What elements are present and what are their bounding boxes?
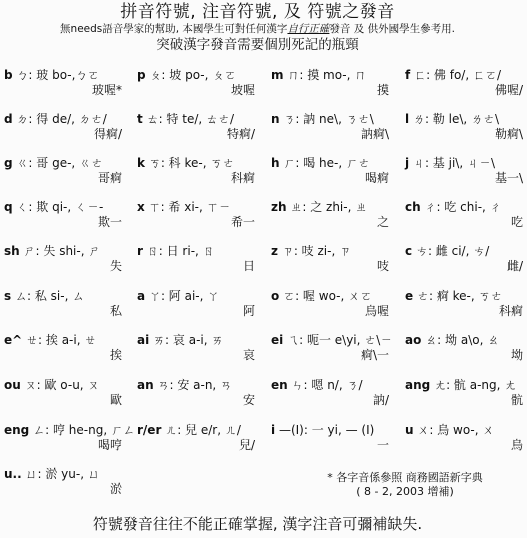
symbol-reading: ㄘ: 雌 ci/, ㄘ/ — [415, 244, 490, 258]
pinyin-code: d — [4, 112, 13, 126]
symbol-reading: ㄙ: 私 si-, ㄙ — [14, 289, 85, 303]
pinyin-code: c — [405, 244, 413, 258]
symbol-reading: ㄩ: 淤 yu-, ㄩ — [25, 467, 100, 481]
symbol-reading: ㄒ: 希 xi-, ㄒㄧ — [148, 200, 231, 214]
example-reading: 一 — [376, 438, 389, 452]
pinyin-code: i — [271, 423, 276, 437]
example-reading: 吱 — [376, 259, 389, 273]
example-reading: 安 — [242, 393, 255, 407]
symbol-reading: —(I): 一 yi, — (I) — [278, 423, 375, 437]
symbol-line — [271, 333, 393, 348]
symbol-line — [405, 423, 527, 438]
symbol-cell — [271, 378, 393, 408]
symbol-cell — [271, 112, 393, 142]
symbol-line — [405, 378, 527, 393]
example-reading: 淤 — [109, 482, 122, 496]
pinyin-code: q — [4, 200, 13, 214]
symbol-line — [271, 112, 393, 127]
example-reading: 烏 — [510, 438, 523, 452]
symbol-cell — [4, 112, 126, 142]
example-reading: 得痾/ — [93, 127, 122, 141]
symbol-cell — [4, 378, 126, 408]
symbol-cell — [271, 289, 393, 319]
symbol-cell — [271, 200, 393, 230]
pinyin-code: x — [137, 200, 145, 214]
symbol-line — [271, 423, 393, 438]
example-reading: 雌/ — [506, 259, 523, 273]
example-reading: 日 — [242, 259, 255, 273]
symbol-reading: ㄓ: 之 zhi-, ㄓ — [290, 200, 368, 214]
example-reading: 烏喔 — [364, 304, 389, 318]
example-reading: 特痾/ — [226, 127, 255, 141]
symbol-cell — [271, 333, 393, 363]
example-reading: 骯 — [510, 393, 523, 407]
pinyin-code: b — [4, 68, 13, 82]
example-reading: 哀 — [242, 348, 255, 362]
symbol-reading: ㄎ: 科 ke-, ㄎㄜ — [148, 156, 235, 170]
symbol-cell — [4, 423, 135, 453]
symbol-cell — [137, 200, 259, 230]
symbol-reading: ㄍ: 哥 ge-, ㄍㄜ — [16, 156, 104, 170]
example-reading: 勒痾\ — [494, 127, 523, 141]
symbol-reading: ㄜ: 痾 ke-, ㄎㄜ — [416, 289, 503, 303]
symbol-line — [4, 378, 126, 393]
symbol-reading: ㄌ: 勒 le\, ㄌㄜ\ — [412, 112, 500, 126]
pinyin-code: ch — [405, 200, 421, 214]
pinyin-code: g — [4, 156, 13, 170]
pinyin-code: a — [137, 289, 146, 303]
symbol-line — [4, 333, 126, 348]
pinyin-code: e^ — [4, 333, 23, 347]
symbol-cell — [137, 333, 259, 363]
example-reading: 坳 — [510, 348, 523, 362]
pinyin-code: z — [271, 244, 278, 258]
symbol-line — [405, 289, 527, 304]
pinyin-code: en — [271, 378, 288, 392]
symbol-cell — [137, 378, 259, 408]
symbol-line — [137, 68, 259, 83]
pinyin-code: eng — [4, 423, 30, 437]
pinyin-code: e — [405, 289, 414, 303]
symbol-cell — [4, 68, 126, 98]
symbol-reading: ㄅ: 玻 bo-,ㄅㄛ — [16, 68, 100, 82]
footer-text: 符號發音往往不能正確掌握, 漢字注音可彌補缺失. — [92, 515, 423, 533]
symbol-cell — [271, 244, 393, 274]
symbol-cell — [405, 200, 527, 230]
symbol-reading: ㄋ: 訥 ne\, ㄋㄜ\ — [283, 112, 374, 126]
symbol-reading: ㄦ: 兒 e/r, ㄦ/ — [165, 423, 241, 437]
symbol-reading: ㄟ: 呃一 e\yi, ㄜ\ㄧ — [287, 333, 393, 347]
pinyin-code: h — [271, 156, 280, 170]
symbol-reading: ㄏ: 喝 he-, ㄏㄜ — [283, 156, 370, 170]
symbol-reading: ㄠ: 坳 a\o, ㄠ — [425, 333, 500, 347]
symbol-reading: ㄞ: 哀 a-i, ㄞ — [153, 333, 224, 347]
example-reading: 摸 — [376, 83, 389, 97]
example-reading: 科痾 — [230, 171, 255, 185]
pinyin-code: n — [271, 112, 280, 126]
symbol-line — [137, 378, 259, 393]
symbol-line — [405, 333, 527, 348]
symbol-line — [4, 244, 126, 259]
example-reading: 吃 — [510, 215, 523, 229]
symbol-reading: ㄉ: 得 de/, ㄉㄜ/ — [16, 112, 107, 126]
symbol-line — [271, 378, 393, 393]
symbol-cell — [137, 156, 259, 186]
symbol-line — [137, 112, 259, 127]
pinyin-code: ang — [405, 378, 431, 392]
symbol-cell — [405, 289, 527, 319]
pinyin-code: s — [4, 289, 12, 303]
reference-note-line2: ( 8 - 2, 2003 增補) — [356, 485, 454, 498]
symbol-reading: ㄚ: 阿 ai-, ㄚ — [148, 289, 220, 303]
symbol-line — [137, 333, 259, 348]
symbol-cell — [4, 244, 126, 274]
symbol-line — [271, 289, 393, 304]
page-title: 拼音符號, 注音符號, 及 符號之發音 — [120, 2, 395, 22]
pinyin-code: j — [405, 156, 410, 170]
symbol-reading: ㄆ: 坡 po-, ㄆㄛ — [149, 68, 237, 82]
symbol-reading: ㄔ: 吃 chi-, ㄔ — [424, 200, 502, 214]
symbol-cell — [4, 333, 126, 363]
symbol-cell — [405, 156, 527, 186]
symbol-line — [271, 68, 393, 83]
example-reading: 基一\ — [494, 171, 523, 185]
symbol-line — [405, 156, 527, 171]
example-reading: 兒/ — [238, 438, 255, 452]
symbol-cell — [4, 156, 126, 186]
symbol-cell — [137, 112, 259, 142]
symbol-cell — [405, 423, 527, 453]
symbol-reading: ㄊ: 特 te/, ㄊㄜ/ — [146, 112, 235, 126]
example-reading: 失 — [109, 259, 122, 273]
subtitle-secondary: 突破漢字發音需要個別死記的瓶頸 — [156, 37, 359, 53]
symbol-line — [137, 156, 259, 171]
pinyin-code: ai — [137, 333, 150, 347]
reference-note-line1: * 各字音係參照 商務國語新字典 — [327, 471, 483, 484]
symbol-reading: ㄢ: 安 a-n, ㄢ — [157, 378, 233, 392]
example-reading: 欺一 — [97, 215, 122, 229]
example-reading: 歐 — [109, 393, 122, 407]
symbol-line — [405, 200, 527, 215]
symbol-reading: ㄤ: 骯 a-ng, ㄤ — [434, 378, 517, 392]
pinyin-code: ou — [4, 378, 21, 392]
pinyin-code: p — [137, 68, 146, 82]
example-reading: 訥痾\ — [360, 127, 389, 141]
symbol-reading: ㄨ: 烏 wo-, ㄨ — [417, 423, 495, 437]
example-reading: 坡喔 — [230, 83, 255, 97]
subtitle-before: 無needs語音學家的幫助, 本國學生可對任何漢字 — [60, 23, 288, 35]
symbol-reading: ㄐ: 基 ji\, ㄐㄧ\ — [412, 156, 496, 170]
example-reading: 科痾 — [498, 304, 523, 318]
symbol-cell — [405, 68, 527, 98]
symbol-line — [4, 289, 126, 304]
symbol-reading: ㄗ: 吱 zi-, ㄗ — [281, 244, 352, 258]
subtitle-emphasis: 自行正確 — [287, 23, 330, 35]
symbol-reading: ㄇ: 摸 mo-, ㄇ — [287, 68, 367, 82]
symbol-cell — [271, 423, 393, 453]
pinyin-code: k — [137, 156, 145, 170]
symbol-line — [271, 200, 393, 215]
symbol-line — [4, 112, 126, 127]
symbol-cell — [137, 423, 259, 453]
symbol-line — [4, 68, 126, 83]
symbol-cell — [405, 378, 527, 408]
symbol-line — [137, 289, 259, 304]
symbol-cell — [4, 467, 126, 497]
symbol-reading: ㄥ: 哼 he-ng, ㄏㄥ — [33, 423, 135, 437]
pinyin-code: t — [137, 112, 143, 126]
example-reading: 痾\一 — [360, 348, 389, 362]
pinyin-code: sh — [4, 244, 20, 258]
subtitle-after: 發音 及 供外國學生參考用. — [329, 23, 455, 35]
symbol-line — [4, 467, 126, 482]
example-reading: 喝哼 — [97, 438, 122, 452]
pinyin-code: m — [271, 68, 284, 82]
pinyin-code: u.. — [4, 467, 22, 481]
pinyin-code: l — [405, 112, 410, 126]
example-reading: 之 — [376, 215, 389, 229]
example-reading: 喝痾 — [364, 171, 389, 185]
symbol-cell — [137, 289, 259, 319]
symbol-line — [405, 112, 527, 127]
symbol-cell — [405, 244, 527, 274]
pinyin-code: r/er — [137, 423, 162, 437]
symbol-line — [4, 423, 135, 438]
example-reading: 阿 — [242, 304, 255, 318]
subtitle — [0, 23, 515, 36]
symbol-line — [137, 423, 259, 438]
symbol-cell — [271, 68, 393, 98]
pinyin-code: r — [137, 244, 143, 258]
pinyin-code: ao — [405, 333, 422, 347]
symbol-cell — [4, 289, 126, 319]
symbol-line — [271, 244, 393, 259]
symbol-cell — [405, 112, 527, 142]
example-reading: 私 — [109, 304, 122, 318]
pinyin-code: o — [271, 289, 280, 303]
pinyin-code: u — [405, 423, 414, 437]
symbol-line — [137, 200, 259, 215]
symbol-reading: ㄈ: 佛 fo/, ㄈㄛ/ — [414, 68, 502, 82]
symbol-reading: ㄡ: 歐 o-u, ㄡ — [24, 378, 100, 392]
symbol-reading: ㄑ: 欺 qi-, ㄑㄧ- — [16, 200, 104, 214]
symbol-line — [405, 68, 527, 83]
symbol-cell — [271, 156, 393, 186]
example-reading: 玻喔* — [91, 83, 122, 97]
symbol-reading: ㄛ: 喔 wo-, ㄨㄛ — [283, 289, 373, 303]
symbol-line — [405, 244, 527, 259]
example-reading: 佛喔/ — [494, 83, 523, 97]
symbol-cell — [137, 244, 259, 274]
symbol-line — [271, 156, 393, 171]
symbol-cell — [137, 68, 259, 98]
symbol-reading: ㄕ: 失 shi-, ㄕ — [23, 244, 101, 258]
symbol-reading: ㄣ: 嗯 n/, ㄋ/ — [291, 378, 363, 392]
symbol-line — [4, 156, 126, 171]
symbol-reading: ㄖ: 日 ri-, ㄖ — [146, 244, 215, 258]
example-reading: 哥痾 — [97, 171, 122, 185]
pinyin-code: zh — [271, 200, 287, 214]
example-reading: 訥/ — [372, 393, 389, 407]
pinyin-code: an — [137, 378, 154, 392]
symbol-line — [4, 200, 126, 215]
example-reading: 希一 — [230, 215, 255, 229]
reference-note — [300, 471, 510, 499]
pinyin-code: f — [405, 68, 411, 82]
symbol-cell — [4, 200, 126, 230]
symbol-line — [137, 244, 259, 259]
pinyin-code: ei — [271, 333, 284, 347]
symbol-cell — [405, 333, 527, 363]
example-reading: 挨 — [109, 348, 122, 362]
symbol-reading: ㄝ: 挨 a-i, ㄝ — [26, 333, 97, 347]
